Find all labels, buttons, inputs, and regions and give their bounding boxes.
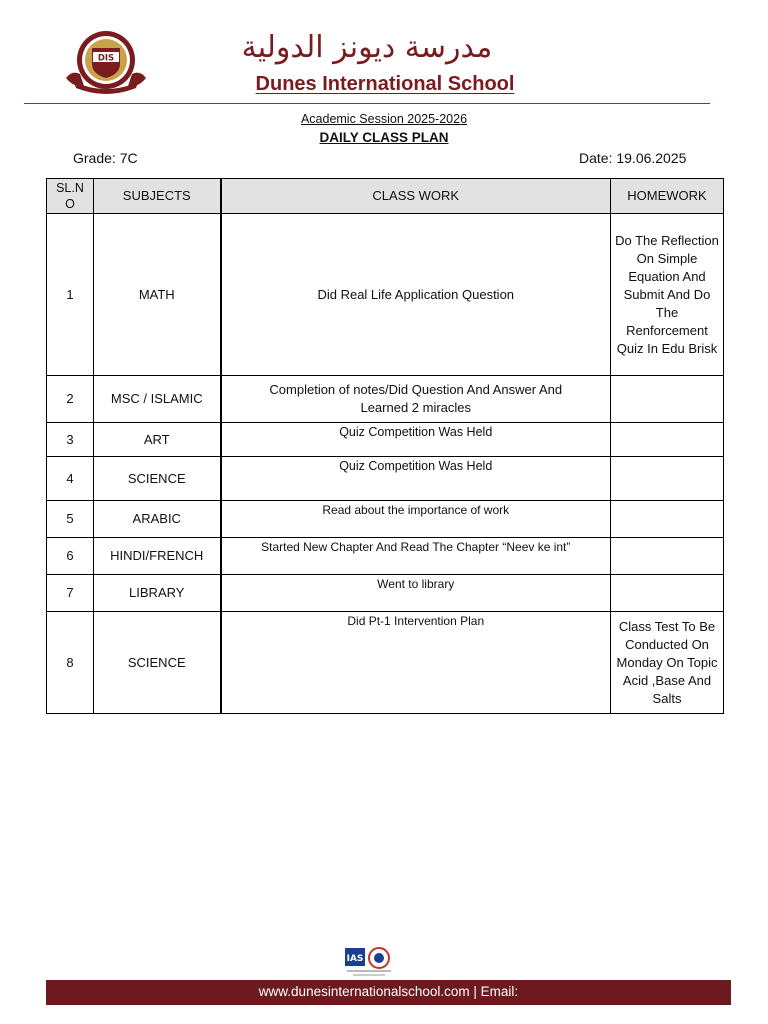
row-subject: HINDI/FRENCH (94, 538, 221, 575)
row-sl-no: 2 (47, 376, 94, 423)
footer-contact-bar: www.dunesinternationalschool.com | Email: (46, 980, 731, 1005)
row-sl-no: 4 (47, 457, 94, 501)
table-row (47, 501, 724, 538)
table-row (47, 214, 724, 376)
row-subject: LIBRARY (94, 575, 221, 612)
header-class-work: CLASS WORK (221, 179, 611, 214)
table-row (47, 538, 724, 575)
row-subject: MATH (94, 214, 221, 376)
row-subject: SCIENCE (94, 457, 221, 501)
school-name-arabic: مدرسة ديونز الدولية (241, 30, 493, 65)
ias-logo-text: IAS (346, 954, 364, 964)
row-subject: MSC / ISLAMIC (94, 376, 221, 423)
row-homework (611, 423, 724, 457)
header-sl-no: SL.N O (47, 179, 94, 214)
academic-session: Academic Session 2025-2026 (300, 112, 468, 126)
table-row (47, 376, 724, 423)
row-sl-no: 1 (47, 214, 94, 376)
row-homework: Do The Reflection On Simple Equation And Submit And Do The Renforcement Quiz In Edu Brisk (611, 214, 724, 376)
header-subjects: SUBJECTS (94, 179, 221, 214)
school-logo (62, 30, 150, 100)
row-sl-no: 7 (47, 575, 94, 612)
row-sl-no: 6 (47, 538, 94, 575)
table-row (47, 423, 724, 457)
class-plan-table (46, 178, 724, 714)
accreditation-logos (343, 944, 395, 980)
row-class-work: Started New Chapter And Read The Chapter “Neev ke int” (221, 538, 611, 575)
row-sl-no: 8 (47, 612, 94, 714)
row-class-work: Did Pt-1 Intervention Plan (221, 612, 611, 714)
row-class-work: Quiz Competition Was Held (221, 457, 611, 501)
row-class-work: Went to library (221, 575, 611, 612)
page-title: DAILY CLASS PLAN (319, 130, 449, 145)
row-homework (611, 457, 724, 501)
row-sl-no: 3 (47, 423, 94, 457)
row-class-work: Completion of notes/Did Question And Answer And Learned 2 miracles (221, 376, 611, 423)
row-homework: Class Test To Be Conducted On Monday On Topic Acid ,Base And Salts (611, 612, 724, 714)
row-subject: SCIENCE (94, 612, 221, 714)
row-subject: ARABIC (94, 501, 221, 538)
row-sl-no: 5 (47, 501, 94, 538)
school-name-english: Dunes International School (255, 73, 515, 95)
table-row (47, 575, 724, 612)
row-homework (611, 376, 724, 423)
date-label: Date: 19.06.2025 (579, 150, 687, 166)
row-class-work: Did Real Life Application Question (221, 214, 611, 376)
header-divider (24, 103, 710, 104)
grade-label: Grade: 7C (73, 150, 138, 166)
logo-initials: DIS (97, 53, 115, 64)
row-homework (611, 538, 724, 575)
row-class-work: Read about the importance of work (221, 501, 611, 538)
row-homework (611, 501, 724, 538)
row-class-work: Quiz Competition Was Held (221, 423, 611, 457)
table-header-row (47, 179, 724, 214)
table-row (47, 612, 724, 714)
row-subject: ART (94, 423, 221, 457)
header-homework: HOMEWORK (611, 179, 724, 214)
row-homework (611, 575, 724, 612)
table-row (47, 457, 724, 501)
